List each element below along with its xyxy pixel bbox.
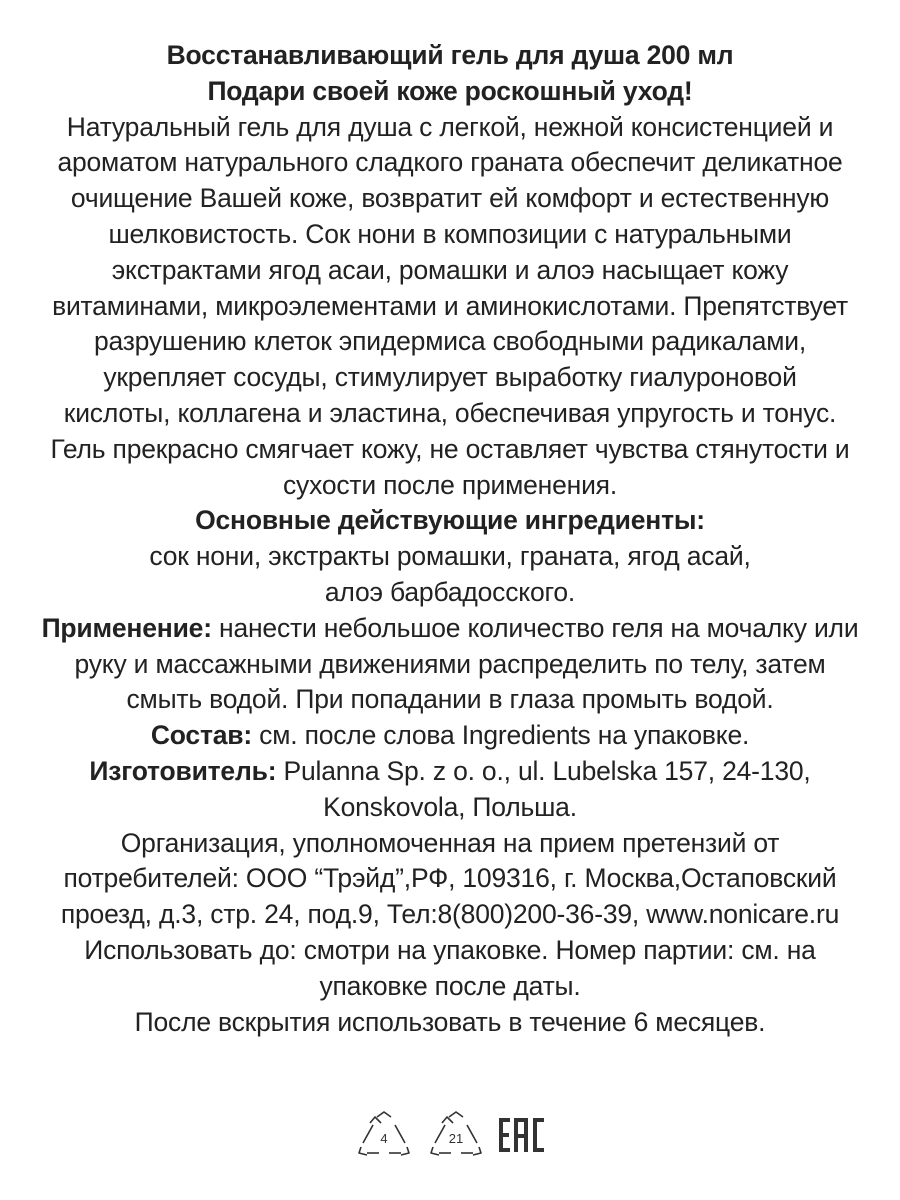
eac-mark-icon [497, 1112, 547, 1158]
ingredients-heading: Основные действующие ингредиенты: [195, 505, 705, 536]
product-label [0, 38, 900, 1040]
certification-marks [0, 1105, 900, 1165]
manufacturer-paragraph [0, 754, 900, 826]
recycle-icon [425, 1109, 487, 1161]
product-tagline: Подари своей коже роскошный уход! [207, 75, 693, 106]
composition-text: см. после слова Ingredients на упаковке. [259, 720, 750, 751]
expiry-text: Использовать до: смотри на упаковке. Номер партии: см. на упаковке после даты. [84, 934, 816, 1001]
after-opening-text: После вскрытия использовать в течение 6 месяцев. [134, 1006, 766, 1037]
usage-paragraph [0, 611, 900, 718]
manufacturer-label: Изготовитель: [89, 755, 277, 786]
ingredients-text: сок нони, экстракты ромашки, граната, ягод асай, алоэ барбадосского. [149, 541, 751, 607]
manufacturer-text: Pulanna Sp. z o. o., ul. Lubelska 157, 24-130, Konskovola, Польша. [283, 755, 811, 822]
product-title: Восстанавливающий гель для душа 200 мл [166, 40, 734, 70]
composition-label: Состав: [150, 720, 252, 751]
usage-text: нанести небольшое количество геля на мочалку или руку и массажными движениями распределить по телу, затем смыть водой. При попадании в глаза промыть водой. [74, 612, 859, 715]
recycle-code-1: 4 [380, 1131, 388, 1146]
product-description: Натуральный гель для душа с легкой, нежной консистенцией и ароматом натурального сладкого граната обеспечит деликатное очищение Вашей коже, возвратит ей комфорт и естественную шелковистость. Сок нони в композиции с натуральными экстрактами ягод асаи, ромашки и алоэ насыщает кожу витаминами, микроэлементами и аминокислотами. Препятствует разрушению клеток эпидермиса свободными радикалами, укрепляет сосуды, стимулирует выработку гиалуроновой кислоты, коллагена и эластина, обеспечивая упругость и тонус. Гель прекрасно смягчает кожу, не оставляет чувства стянутости и сухости после применения. [50, 111, 850, 500]
recycle-icon [353, 1109, 415, 1161]
recycle-code-2: 21 [448, 1131, 464, 1146]
organization-text: Организация, уполномоченная на прием претензий от потребителей: ООО “Трэйд”,РФ, 109316, г. Москва,Остаповский проезд, д.3, стр. 24, под.9, Тел:8(800)200-36-39, www.nonicare.ru [60, 827, 840, 930]
composition-paragraph [0, 718, 900, 754]
usage-label: Применение: [41, 612, 212, 643]
